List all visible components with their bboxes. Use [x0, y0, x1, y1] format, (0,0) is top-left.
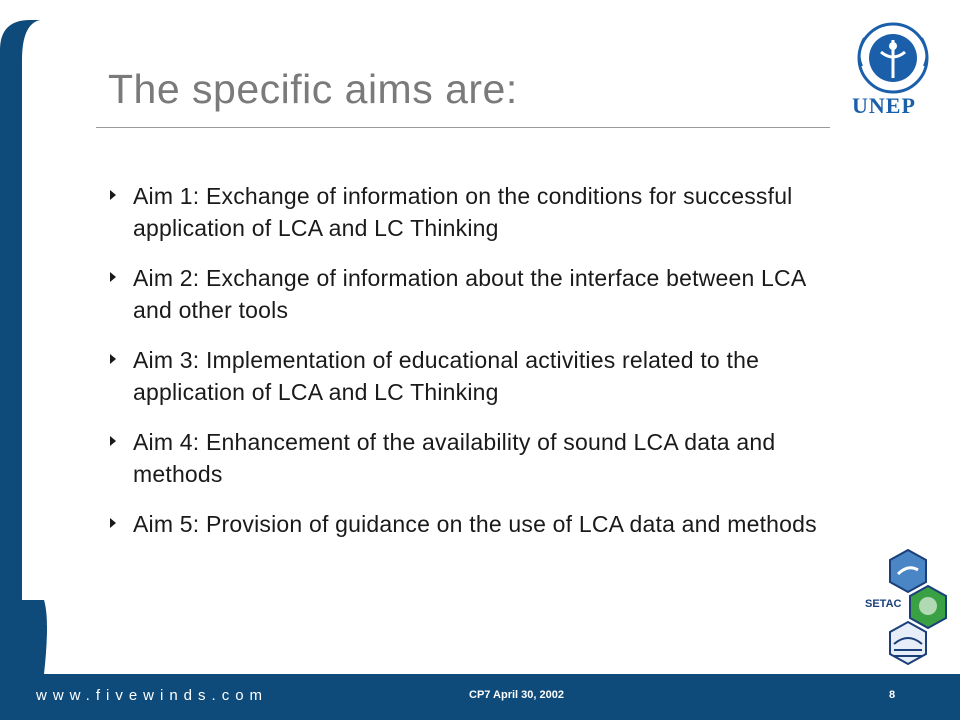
aims-list [108, 180, 848, 558]
list-item [108, 508, 848, 540]
bullet-text: Aim 4: Enhancement of the availability of sound LCA data and methods [133, 429, 776, 487]
list-item [108, 262, 848, 326]
triangle-bullet-icon [110, 190, 116, 200]
triangle-bullet-icon [110, 272, 116, 282]
list-item [108, 344, 848, 408]
footer-event-date: CP7 April 30, 2002 [469, 689, 564, 701]
unep-logo-text: UNEP [852, 93, 916, 118]
slide-number: 8 [889, 689, 896, 701]
bullet-text: Aim 5: Provision of guidance on the use of LCA data and methods [133, 511, 817, 537]
list-item [108, 426, 848, 490]
bullet-text: Aim 1: Exchange of information on the conditions for successful application of LCA and LC Thinking [133, 183, 793, 241]
title-divider [96, 127, 830, 128]
bullet-text: Aim 2: Exchange of information about the interface between LCA and other tools [133, 265, 806, 323]
slide-title: The specific aims are: [108, 66, 518, 112]
triangle-bullet-icon [110, 354, 116, 364]
setac-logo-text: SETAC [865, 598, 902, 610]
footer-website: www.fivewinds.com [36, 687, 269, 704]
triangle-bullet-icon [110, 436, 116, 446]
list-item [108, 180, 848, 244]
bullet-text: Aim 3: Implementation of educational activities related to the application of LCA and LC Thinking [133, 347, 760, 405]
triangle-bullet-icon [110, 518, 116, 528]
fivewinds-logo-icon [44, 614, 106, 674]
